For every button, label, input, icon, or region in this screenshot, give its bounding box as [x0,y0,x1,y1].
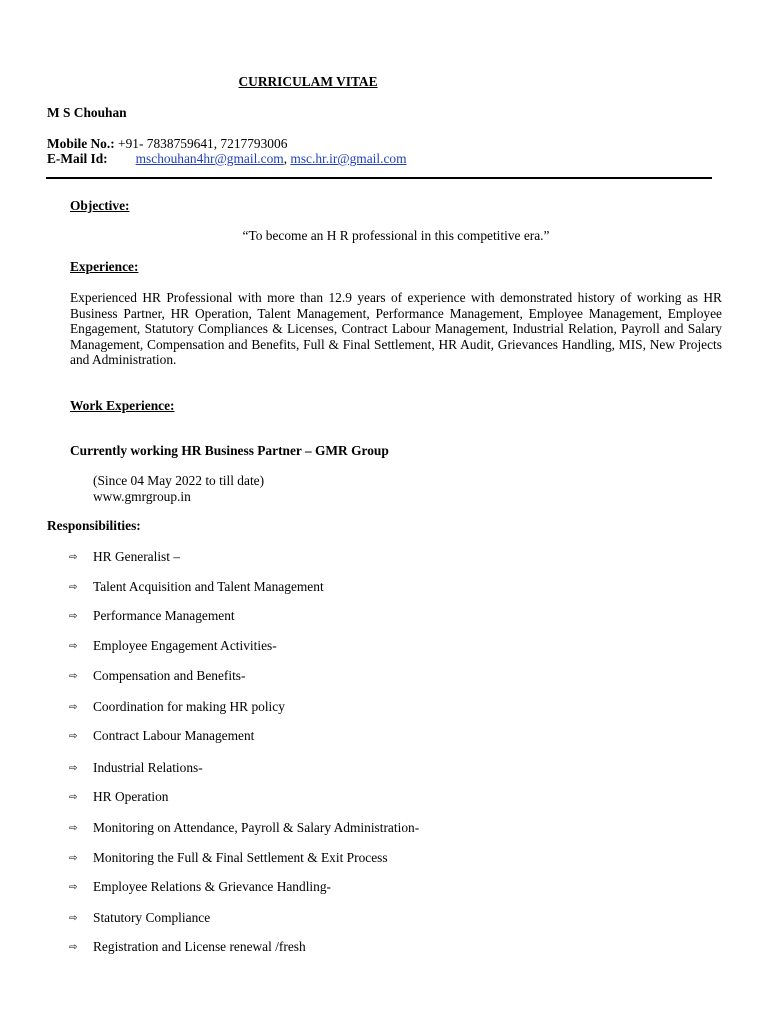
arrow-outline-icon: ⇨ [69,913,78,924]
list-item: ⇨ HR Operation [69,789,169,804]
list-item: ⇨ Industrial Relations- [69,760,203,775]
arrow-outline-icon: ⇨ [69,582,78,593]
list-item: ⇨ Employee Engagement Activities- [69,638,277,653]
objective-heading: Objective: [70,198,130,213]
mobile-label: Mobile No.: [47,136,115,151]
experience-summary: Experienced HR Professional with more than 12.9 years of experience with demonstrated history of working as HR Business Partner, HR Operation, Talent Management, Performance Management, Employee Management, Employee Engagement, Statutory Compliances & Licenses, Contract Labour Management, Industrial Relation, Payroll and Salary Management, Compensation and Benefits, Full & Final Settlement, HR Audit, Grievances Handling, MIS, New Projects and Administration. [70,290,722,368]
email-link-secondary[interactable]: msc.hr.ir@gmail.com [290,151,407,166]
list-item: ⇨ Performance Management [69,608,235,623]
header-divider [46,177,712,179]
candidate-name: M S Chouhan [47,105,127,120]
arrow-outline-icon: ⇨ [69,942,78,953]
arrow-outline-icon: ⇨ [69,763,78,774]
arrow-outline-icon: ⇨ [69,853,78,864]
mobile-line [47,136,287,152]
company-website: www.gmrgroup.in [93,489,191,504]
list-item: ⇨ Compensation and Benefits- [69,668,246,683]
arrow-outline-icon: ⇨ [69,611,78,622]
arrow-outline-icon: ⇨ [69,552,78,563]
arrow-outline-icon: ⇨ [69,823,78,834]
work-experience-heading: Work Experience: [70,398,175,413]
list-item: ⇨ Monitoring the Full & Final Settlement & Exit Process [69,850,388,865]
list-item: ⇨ Statutory Compliance [69,910,211,925]
list-item: ⇨ Registration and License renewal /fresh [69,939,306,954]
arrow-outline-icon: ⇨ [69,882,78,893]
current-role: Currently working HR Business Partner – GMR Group [70,443,389,458]
arrow-outline-icon: ⇨ [69,671,78,682]
arrow-outline-icon: ⇨ [69,792,78,803]
document-title: CURRICULAM VITAE [238,74,378,89]
list-item: ⇨ Contract Labour Management [69,728,255,743]
email-line [47,151,407,167]
email-label: E-Mail Id: [47,151,108,166]
arrow-outline-icon: ⇨ [69,731,78,742]
list-item: ⇨ Talent Acquisition and Talent Management [69,579,324,594]
list-item: ⇨ Monitoring on Attendance, Payroll & Salary Administration- [69,820,420,835]
list-item: ⇨ Employee Relations & Grievance Handling- [69,879,331,894]
email-separator: , [283,151,291,166]
objective-text: “To become an H R professional in this competitive era.” [242,228,550,243]
list-item: ⇨ Coordination for making HR policy [69,699,285,714]
experience-heading: Experience: [70,259,139,274]
email-link-primary[interactable]: mschouhan4hr@gmail.com [135,151,284,166]
list-item: ⇨ HR Generalist – [69,549,181,564]
arrow-outline-icon: ⇨ [69,702,78,713]
responsibilities-heading: Responsibilities: [47,518,141,533]
mobile-value: +91- 7838759641, 7217793006 [114,136,288,151]
arrow-outline-icon: ⇨ [69,641,78,652]
role-duration: (Since 04 May 2022 to till date) [93,473,265,488]
